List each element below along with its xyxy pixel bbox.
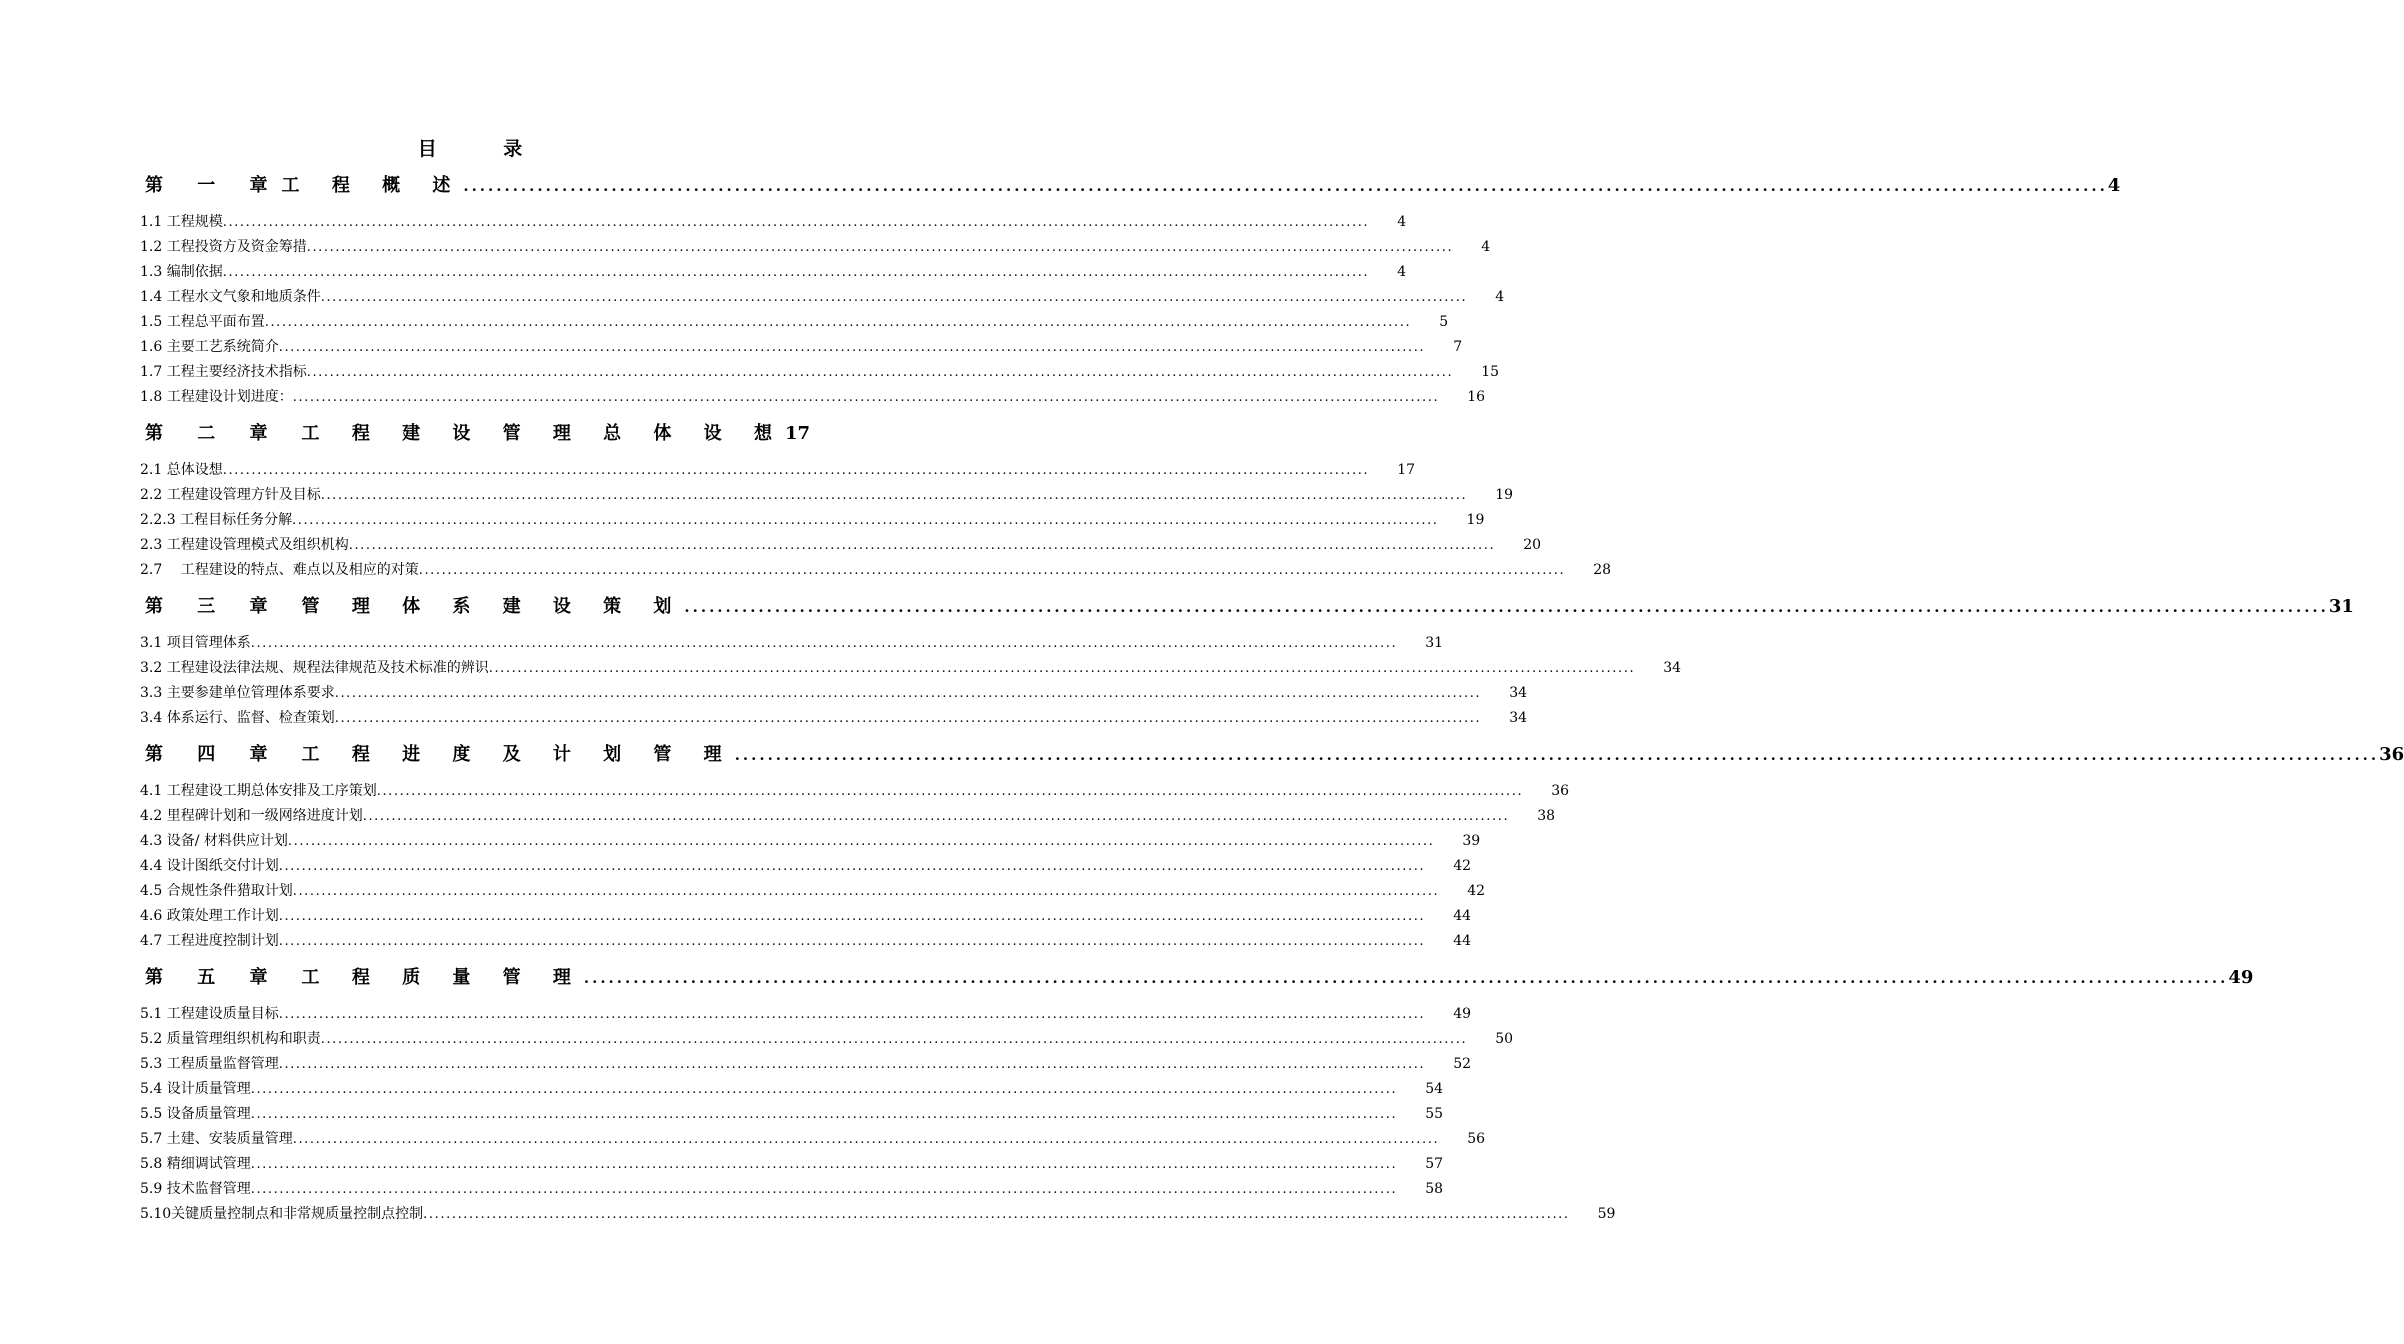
chapter-number: 第 五 章 — [145, 967, 282, 988]
section-entry[interactable] — [140, 829, 1481, 854]
section-title: 4.7 工程进度控制计划 — [140, 933, 279, 949]
section-page-number: 52 — [1453, 1056, 1472, 1072]
dot-leader: ........................................................................................................................................................................................................ — [278, 340, 1426, 355]
section-title: 4.5 合规性条件猎取计划 — [140, 883, 293, 899]
dot-leader: ........................................................................................................................................................................................................ — [278, 859, 1426, 874]
chapter-page-number: 17 — [784, 423, 811, 444]
section-page-number: 4 — [1481, 239, 1491, 255]
section-page-number: 56 — [1467, 1131, 1486, 1147]
section-page-number: 34 — [1509, 710, 1528, 726]
dot-leader: ........................................................................................................................................................................................................ — [222, 265, 1370, 280]
section-title: 3.2 工程建设法律法规、规程法律规范及技术标准的辨识 — [140, 660, 489, 676]
section-page-number: 44 — [1453, 933, 1472, 949]
section-page-number: 19 — [1466, 512, 1485, 528]
section-page-number: 5 — [1439, 314, 1449, 330]
section-page-number: 17 — [1397, 462, 1416, 478]
dot-leader: ........................................................................................................................................................................................................ — [250, 1107, 1398, 1122]
dot-leader: ........................................................................................................................................................................................................ — [292, 1132, 1440, 1147]
dot-leader: ........................................................................................................................................................................................................ — [320, 290, 1468, 305]
section-entry[interactable] — [140, 210, 1407, 235]
section-page-number: 42 — [1467, 883, 1486, 899]
section-page-number: 57 — [1425, 1156, 1444, 1172]
table-of-contents — [140, 168, 2404, 1233]
section-entry[interactable] — [140, 1002, 1472, 1027]
dot-leader: ........................................................................................................................................................................................................ — [376, 784, 1524, 799]
dot-leader: ........................................................................................................................................................................................................ — [348, 538, 1496, 553]
section-title: 2.7 工程建设的特点、难点以及相应的对策 — [140, 562, 419, 578]
section-page-number: 42 — [1453, 858, 1472, 874]
section-title: 5.1 工程建设质量目标 — [140, 1006, 279, 1022]
dot-leader: ........................................................................................................................................................................................................ — [734, 746, 2380, 764]
section-entry[interactable] — [140, 508, 1485, 533]
dot-leader: ........................................................................................................................................................................................................ — [222, 215, 1370, 230]
dot-leader: ........................................................................................................................................................................................................ — [250, 1082, 1398, 1097]
chapter-entry[interactable] — [140, 960, 2254, 996]
section-entry[interactable] — [140, 285, 1505, 310]
section-page-number: 38 — [1537, 808, 1556, 824]
section-entry[interactable] — [140, 1177, 1444, 1202]
section-entry[interactable] — [140, 385, 1486, 410]
section-entry[interactable] — [140, 1052, 1472, 1077]
section-title: 1.8 工程建设计划进度： — [140, 389, 293, 405]
section-page-number: 59 — [1597, 1206, 1616, 1222]
section-title: 1.2 工程投资方及资金筹措 — [140, 239, 307, 255]
chapter-number: 第 四 章 — [145, 744, 282, 765]
section-title: 3.1 项目管理体系 — [140, 635, 251, 651]
section-entry[interactable] — [140, 904, 1472, 929]
section-entry[interactable] — [140, 235, 1491, 260]
section-page-number: 49 — [1453, 1006, 1472, 1022]
section-title: 4.4 设计图纸交付计划 — [140, 858, 279, 874]
section-page-number: 7 — [1453, 339, 1463, 355]
section-title: 1.1 工程规模 — [140, 214, 223, 230]
chapter-entry[interactable] — [140, 737, 2404, 773]
section-entry[interactable] — [140, 656, 1682, 681]
dot-leader: ........................................................................................................................................................................................................ — [250, 1182, 1398, 1197]
section-entry[interactable] — [140, 458, 1416, 483]
chapter-title: 工 程 质 量 管 理 — [301, 967, 584, 988]
section-title: 5.4 设计质量管理 — [140, 1081, 251, 1097]
section-page-number: 54 — [1425, 1081, 1444, 1097]
chapter-entry[interactable] — [140, 589, 2354, 625]
section-entry[interactable] — [140, 335, 1463, 360]
section-title: 1.4 工程水文气象和地质条件 — [140, 289, 321, 305]
dot-leader: ........................................................................................................................................................................................................ — [334, 686, 1482, 701]
section-title: 5.3 工程质量监督管理 — [140, 1056, 279, 1072]
section-title: 5.7 土建、安装质量管理 — [140, 1131, 293, 1147]
section-page-number: 4 — [1495, 289, 1505, 305]
section-title: 4.3 设备/ 材料供应计划 — [140, 833, 288, 849]
section-title: 4.6 政策处理工作计划 — [140, 908, 279, 924]
dot-leader: ........................................................................................................................................................................................................ — [463, 177, 2108, 195]
section-page-number: 20 — [1523, 537, 1542, 553]
section-entry[interactable] — [140, 631, 1444, 656]
section-page-number: 34 — [1509, 685, 1528, 701]
dot-leader: ........................................................................................................................................................................................................ — [320, 488, 1468, 503]
section-title: 5.10关键质量控制点和非常规质量控制点控制 — [140, 1206, 424, 1222]
dot-leader: ........................................................................................................................................................................................................ — [278, 1057, 1426, 1072]
dot-leader: ........................................................................................................................................................................................................ — [306, 365, 1454, 380]
dot-leader: ........................................................................................................................................................................................................ — [306, 240, 1454, 255]
toc-title: 目 录 — [417, 138, 553, 160]
section-title: 3.4 体系运行、监督、检查策划 — [140, 710, 335, 726]
section-entry[interactable] — [140, 1152, 1444, 1177]
section-entry[interactable] — [140, 558, 1612, 583]
dot-leader: ........................................................................................................................................................................................................ — [334, 711, 1482, 726]
chapter-entry[interactable] — [140, 168, 2121, 204]
dot-leader: ........................................................................................................................................................................................................ — [250, 636, 1398, 651]
section-page-number: 31 — [1425, 635, 1444, 651]
dot-leader: ........................................................................................................................................................................................................ — [222, 463, 1370, 478]
section-page-number: 50 — [1495, 1031, 1514, 1047]
section-entry[interactable] — [140, 533, 1542, 558]
section-entry[interactable] — [140, 483, 1514, 508]
section-title: 2.2 工程建设管理方针及目标 — [140, 487, 321, 503]
dot-leader: ........................................................................................................................................................................................................ — [287, 834, 1435, 849]
section-title: 4.1 工程建设工期总体安排及工序策划 — [140, 783, 377, 799]
chapter-entry[interactable] — [140, 416, 811, 452]
section-title: 2.2.3 工程目标任务分解 — [140, 512, 293, 528]
section-page-number: 44 — [1453, 908, 1472, 924]
chapter-spacer — [140, 1227, 800, 1233]
section-title: 5.9 技术监督管理 — [140, 1181, 251, 1197]
section-title: 2.1 总体设想 — [140, 462, 223, 478]
chapter-page-number: 36 — [2379, 744, 2404, 765]
section-page-number: 19 — [1495, 487, 1514, 503]
section-page-number: 15 — [1481, 364, 1500, 380]
section-entry[interactable] — [140, 1077, 1444, 1102]
section-title: 1.3 编制依据 — [140, 264, 223, 280]
section-entry[interactable] — [140, 804, 1556, 829]
dot-leader: ........................................................................................................................................................................................................ — [278, 1007, 1426, 1022]
dot-leader: ........................................................................................................................................................................................................ — [488, 661, 1636, 676]
section-page-number: 55 — [1425, 1106, 1444, 1122]
section-entry[interactable] — [140, 360, 1500, 385]
dot-leader: ........................................................................................................................................................................................................ — [292, 513, 1439, 528]
section-title: 1.6 主要工艺系统简介 — [140, 339, 279, 355]
section-title: 2.3 工程建设管理模式及组织机构 — [140, 537, 349, 553]
chapter-title: 工 程 进 度 及 计 划 管 理 — [301, 744, 735, 765]
section-entry[interactable] — [140, 1127, 1486, 1152]
section-page-number: 4 — [1397, 214, 1407, 230]
chapter-number: 第 三 章 — [145, 596, 282, 617]
section-page-number: 16 — [1467, 389, 1486, 405]
dot-leader: ........................................................................................................................................................................................................ — [418, 563, 1566, 578]
section-entry[interactable] — [140, 1202, 1616, 1227]
dot-leader: ........................................................................................................................................................................................................ — [362, 809, 1510, 824]
section-page-number: 58 — [1425, 1181, 1444, 1197]
section-page-number: 34 — [1663, 660, 1682, 676]
section-title: 4.2 里程碑计划和一级网络进度计划 — [140, 808, 363, 824]
dot-leader: ........................................................................................................................................................................................................ — [278, 909, 1426, 924]
section-entry[interactable] — [140, 1102, 1444, 1127]
section-entry[interactable] — [140, 854, 1472, 879]
dot-leader: ........................................................................................................................................................................................................ — [292, 390, 1440, 405]
dot-leader: ........................................................................................................................................................................................................ — [423, 1207, 1570, 1222]
chapter-number: 第 一 章 — [145, 175, 282, 196]
chapter-title: 工 程 建 设 管 理 总 体 设 想 — [301, 423, 785, 444]
section-title: 5.8 精细调试管理 — [140, 1156, 251, 1172]
dot-leader: ........................................................................................................................................................................................................ — [250, 1157, 1398, 1172]
section-page-number: 28 — [1593, 562, 1612, 578]
chapter-title: 管 理 体 系 建 设 策 划 — [301, 596, 685, 617]
section-entry[interactable] — [140, 681, 1528, 706]
section-page-number: 36 — [1551, 783, 1570, 799]
section-title: 3.3 主要参建单位管理体系要求 — [140, 685, 335, 701]
section-entry[interactable] — [140, 310, 1449, 335]
chapter-page-number: 31 — [2328, 596, 2354, 617]
section-entry[interactable] — [140, 879, 1486, 904]
section-title: 5.5 设备质量管理 — [140, 1106, 251, 1122]
dot-leader: ........................................................................................................................................................................................................ — [264, 315, 1412, 330]
section-entry[interactable] — [140, 1027, 1514, 1052]
section-entry[interactable] — [140, 706, 1528, 731]
section-title: 5.2 质量管理组织机构和职责 — [140, 1031, 321, 1047]
chapter-number: 第 二 章 — [145, 423, 282, 444]
section-entry[interactable] — [140, 779, 1570, 804]
chapter-page-number: 4 — [2107, 175, 2121, 196]
section-entry[interactable] — [140, 260, 1407, 285]
dot-leader: ........................................................................................................................................................................................................ — [292, 884, 1440, 899]
dot-leader: ........................................................................................................................................................................................................ — [320, 1032, 1468, 1047]
section-entry[interactable] — [140, 929, 1472, 954]
dot-leader: ........................................................................................................................................................................................................ — [684, 598, 2329, 616]
section-title: 1.7 工程主要经济技术指标 — [140, 364, 307, 380]
chapter-title: 工 程 概 述 — [281, 175, 464, 196]
dot-leader: ........................................................................................................................................................................................................ — [583, 969, 2229, 987]
dot-leader: ........................................................................................................................................................................................................ — [278, 934, 1426, 949]
section-page-number: 39 — [1462, 833, 1481, 849]
section-page-number: 4 — [1397, 264, 1407, 280]
section-title: 1.5 工程总平面布置 — [140, 314, 265, 330]
chapter-page-number: 49 — [2228, 967, 2254, 988]
